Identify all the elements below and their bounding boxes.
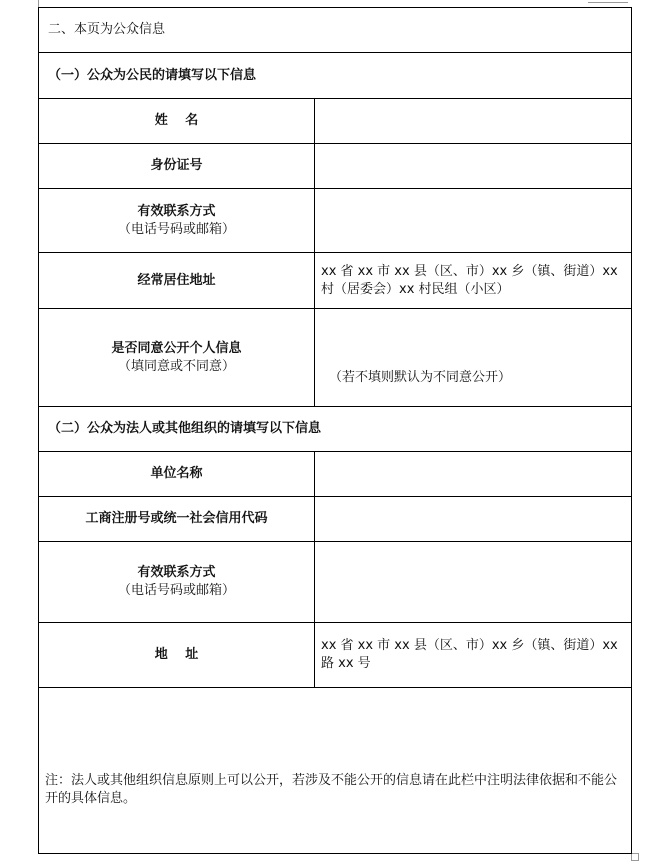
org-section-title: （二）公众为法人或其他组织的请填写以下信息 [48, 421, 322, 436]
consent-label: 是否同意公开个人信息 [111, 340, 242, 356]
citizen-contact-label: 有效联系方式 [137, 203, 216, 219]
note-row [39, 688, 632, 854]
consent-sublabel: （填同意或不同意） [117, 358, 235, 374]
citizen-address-template: xx 省 xx 市 xx 县（区、市）xx 乡（镇、街道）xx 村（居委会）xx 村民组（小区） [321, 263, 618, 297]
citizen-address-field[interactable] [315, 253, 632, 309]
registration-row [39, 497, 632, 542]
org-contact-label-cell [39, 542, 315, 623]
unit-name-row [39, 452, 632, 497]
resize-handle[interactable] [631, 853, 639, 861]
crop-mark-top-right [588, 2, 628, 3]
note-text: 注：法人或其他组织信息原则上可以公开，若涉及不能公开的信息请在此栏中注明法律依据和不能公开的具体信息。 [45, 773, 618, 806]
public-info-form-table [38, 7, 632, 854]
citizen-contact-row [39, 189, 632, 253]
citizen-contact-label-cell [39, 189, 315, 253]
org-section-row [39, 407, 632, 452]
id-label-cell [39, 144, 315, 189]
registration-label-cell [39, 497, 315, 542]
id-number-field[interactable] [315, 144, 632, 189]
name-field[interactable] [315, 99, 632, 144]
registration-field[interactable] [315, 497, 632, 542]
org-contact-row [39, 542, 632, 623]
citizen-section-title: （一）公众为公民的请填写以下信息 [48, 67, 257, 83]
unit-name-label-cell [39, 452, 315, 497]
org-address-row [39, 623, 632, 688]
consent-label-cell [39, 309, 315, 407]
citizen-contact-field[interactable] [315, 189, 632, 253]
citizen-section-row [39, 53, 632, 99]
citizen-address-row [39, 253, 632, 309]
org-contact-label: 有效联系方式 [137, 565, 216, 580]
id-row [39, 144, 632, 189]
org-address-label: 地 址 [154, 647, 199, 662]
org-section-cell [39, 407, 632, 452]
org-address-template: xx 省 xx 市 xx 县（区、市）xx 乡（镇、街道）xx 路 xx 号 [321, 638, 618, 671]
id-label: 身份证号 [150, 158, 203, 173]
unit-name-field[interactable] [315, 452, 632, 497]
citizen-address-label-cell [39, 253, 315, 309]
org-address-label-cell [39, 623, 315, 688]
citizen-contact-sublabel: （电话号码或邮箱） [117, 221, 235, 237]
header-row [39, 8, 632, 53]
consent-hint: （若不填则默认为不同意公开） [329, 370, 512, 385]
org-contact-field[interactable] [315, 542, 632, 623]
consent-field[interactable] [315, 309, 632, 407]
org-contact-sublabel: （电话号码或邮箱） [117, 583, 235, 598]
org-address-field[interactable] [315, 623, 632, 688]
name-row [39, 99, 632, 144]
page-title-cell [39, 8, 632, 53]
citizen-section-cell [39, 53, 632, 99]
page-title: 二、本页为公众信息 [48, 22, 166, 37]
unit-name-label: 单位名称 [150, 466, 203, 481]
name-label-cell [39, 99, 315, 144]
consent-row [39, 309, 632, 407]
registration-label: 工商注册号或统一社会信用代码 [85, 511, 268, 526]
name-label: 姓 名 [154, 113, 199, 128]
note-field[interactable] [39, 688, 632, 854]
citizen-address-label: 经常居住地址 [137, 272, 216, 288]
